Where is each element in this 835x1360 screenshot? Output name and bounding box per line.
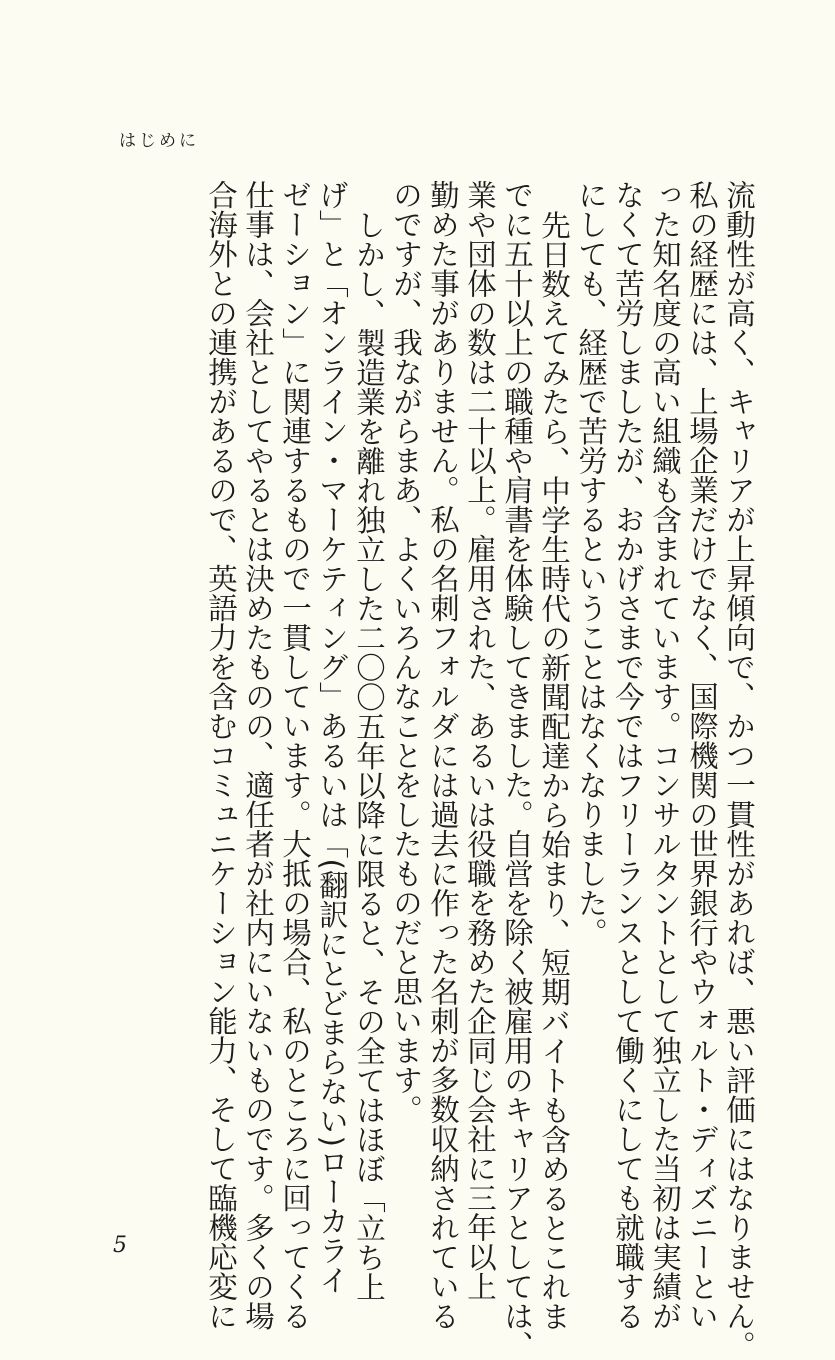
running-head: はじめに: [119, 131, 199, 151]
text-column-10: のですが、我ながらまあ、よくいろんなことをしたものだと思います。: [389, 180, 423, 1124]
text-column-7: でに五十以上の職種や肩書を体験してきました。自営を除く被雇用のキャリアとしては、: [500, 180, 534, 1360]
text-column-1: 流動性が高く、キャリアが上昇傾向で、かつ一貫性があれば、悪い評価にはなりません。: [722, 180, 756, 1360]
page-number: 5: [113, 1233, 127, 1258]
text-column-15: 合海外との連携があるので、英語力を含むコミュニケーション能力、そして臨機応変に: [204, 180, 238, 1331]
text-column-3: った知名度の高い組織も含まれています。コンサルタントとして独立した当初は実績が: [648, 180, 682, 1331]
text-column-6: 先日数えてみたら、中学生時代の新聞配達から始まり、短期バイトも含めるとこれま: [537, 209, 571, 1331]
text-column-11: しかし、製造業を離れ独立した二〇〇五年以降に限ると、その全てはほぼ「立ち上: [352, 209, 386, 1301]
text-column-9: 勤めた事がありません。私の名刺フォルダには過去に作った名刺が多数収納されている: [426, 180, 460, 1331]
text-column-5: にしても、経歴で苦労するということはなくなりました。: [574, 180, 608, 947]
text-column-12: げ」と「オンライン・マーケティング」あるいは「(翻訳にとどまらない)ローカライ: [315, 180, 349, 1295]
text-column-13: ゼーション」に関連するもので一貫しています。大抵の場合、私のところに回ってくる: [278, 180, 312, 1331]
text-column-2: 私の経歴には、上場企業だけでなく、国際機関の世界銀行やウォルト・ディズニーとい: [685, 180, 719, 1331]
text-column-14: 仕事は、会社としてやるとは決めたものの、適任者が社内にいないものです。多くの場: [241, 180, 275, 1331]
body-text: [202, 180, 757, 1360]
text-column-8: 業や団体の数は二十以上。雇用された、あるいは役職を務めた企同じ会社に三年以上: [463, 180, 497, 1301]
text-column-4: なくて苦労しましたが、おかげさまで今ではフリーランスとして働くにしても就職する: [611, 180, 645, 1331]
